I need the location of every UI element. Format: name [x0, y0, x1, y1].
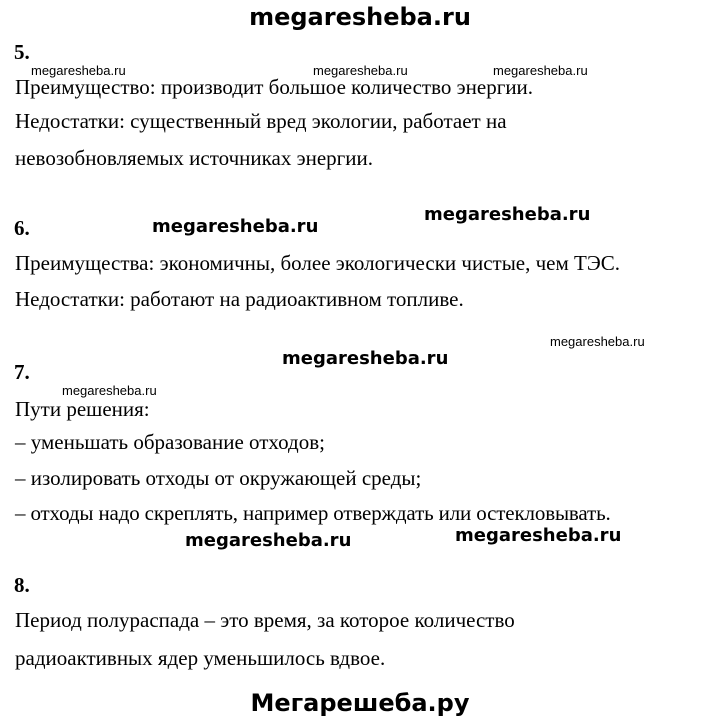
watermark: megaresheba.ru	[313, 63, 408, 78]
item-5-line-2: Недостатки: существенный вред экологии, работает на	[15, 109, 507, 133]
site-footer: Мегарешеба.ру	[250, 689, 470, 717]
item-7-line-2: – уменьшать образование отходов;	[15, 430, 325, 454]
item-8-line-1: Период полураспада – это время, за которое количество	[15, 608, 515, 632]
item-8-number: 8.	[14, 573, 30, 597]
item-6-number: 6.	[14, 216, 30, 240]
watermark: megaresheba.ru	[185, 530, 352, 551]
watermark: megaresheba.ru	[550, 334, 645, 349]
site-header: megaresheba.ru	[249, 3, 471, 31]
item-7-number: 7.	[14, 360, 30, 384]
watermark: megaresheba.ru	[424, 204, 591, 225]
item-7-line-1: Пути решения:	[15, 397, 150, 421]
item-6-line-1: Преимущества: экономичны, более экологически чистые, чем ТЭС.	[15, 251, 620, 275]
item-5-line-3: невозобновляемых источниках энергии.	[15, 146, 373, 170]
watermark: megaresheba.ru	[152, 216, 319, 237]
watermark: megaresheba.ru	[31, 63, 126, 78]
item-5-number: 5.	[14, 40, 30, 64]
watermark: megaresheba.ru	[282, 348, 449, 369]
watermark: megaresheba.ru	[62, 383, 157, 398]
item-7-line-4: – отходы надо скреплять, например отверждать или остекловывать.	[15, 501, 611, 525]
watermark: megaresheba.ru	[455, 525, 622, 546]
item-7-line-3: – изолировать отходы от окружающей среды;	[15, 466, 422, 490]
item-6-line-2: Недостатки: работают на радиоактивном топливе.	[15, 287, 464, 311]
watermark: megaresheba.ru	[493, 63, 588, 78]
item-5-line-1: Преимущество: производит большое количество энергии.	[15, 75, 534, 99]
item-8-line-2: радиоактивных ядер уменьшилось вдвое.	[15, 646, 386, 670]
